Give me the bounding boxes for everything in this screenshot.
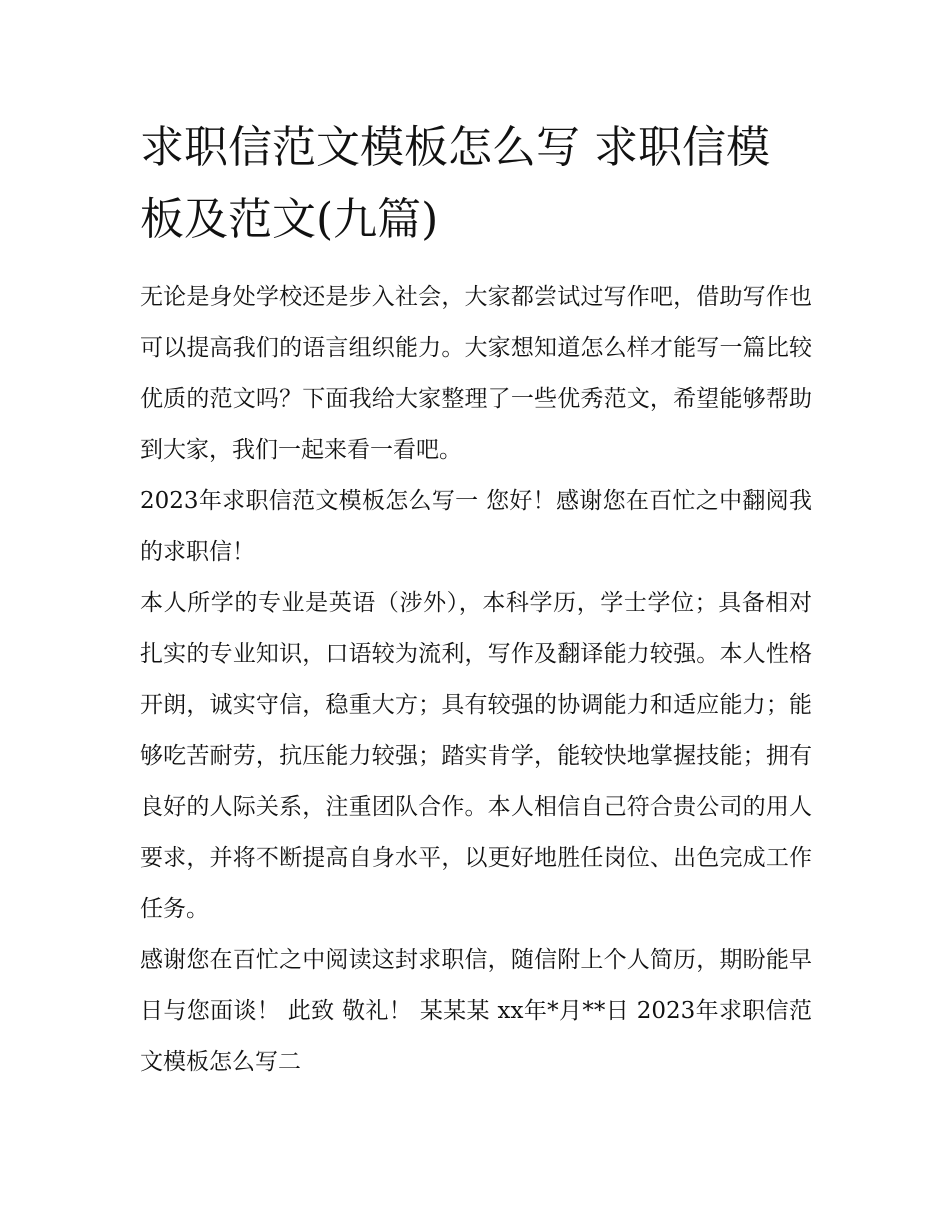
paragraph-letter-closing: 感谢您在百忙之中阅读这封求职信，随信附上个人简历，期盼能早日与您面谈！ 此致 敬礼！ 某某某 xx年*月**日 2023年求职信范文模板怎么写二 bbox=[140, 947, 812, 1075]
paragraph-letter-body: 本人所学的专业是英语（涉外），本科学历，学士学位；具备相对扎实的专业知识，口语较为流利，写作及翻译能力较强。本人性格开朗，诚实守信，稳重大方；具有较强的协调能力和适应能力；能够吃苦耐劳，抗压能力较强；踏实肯学，能较快地掌握技能；拥有良好的人际关系，注重团队合作。本人相信自己符合贵公司的用人要求，并将不断提高自身水平，以更好地胜任岗位、出色完成工作任务。 bbox=[140, 590, 812, 922]
document-title: 求职信范文模板怎么写 求职信模板及范文(九篇) bbox=[140, 122, 770, 245]
paragraph-intro: 无论是身处学校还是步入社会，大家都尝试过写作吧，借助写作也可以提高我们的语言组织能力。大家想知道怎么样才能写一篇比较优质的范文吗？下面我给大家整理了一些优秀范文，希望能够帮助到大家，我们一起来看一看吧。 bbox=[140, 284, 812, 463]
paragraph-letter-greeting: 2023年求职信范文模板怎么写一 您好！感谢您在百忙之中翻阅我的求职信！ bbox=[140, 488, 812, 565]
document-body bbox=[140, 112, 812, 1088]
